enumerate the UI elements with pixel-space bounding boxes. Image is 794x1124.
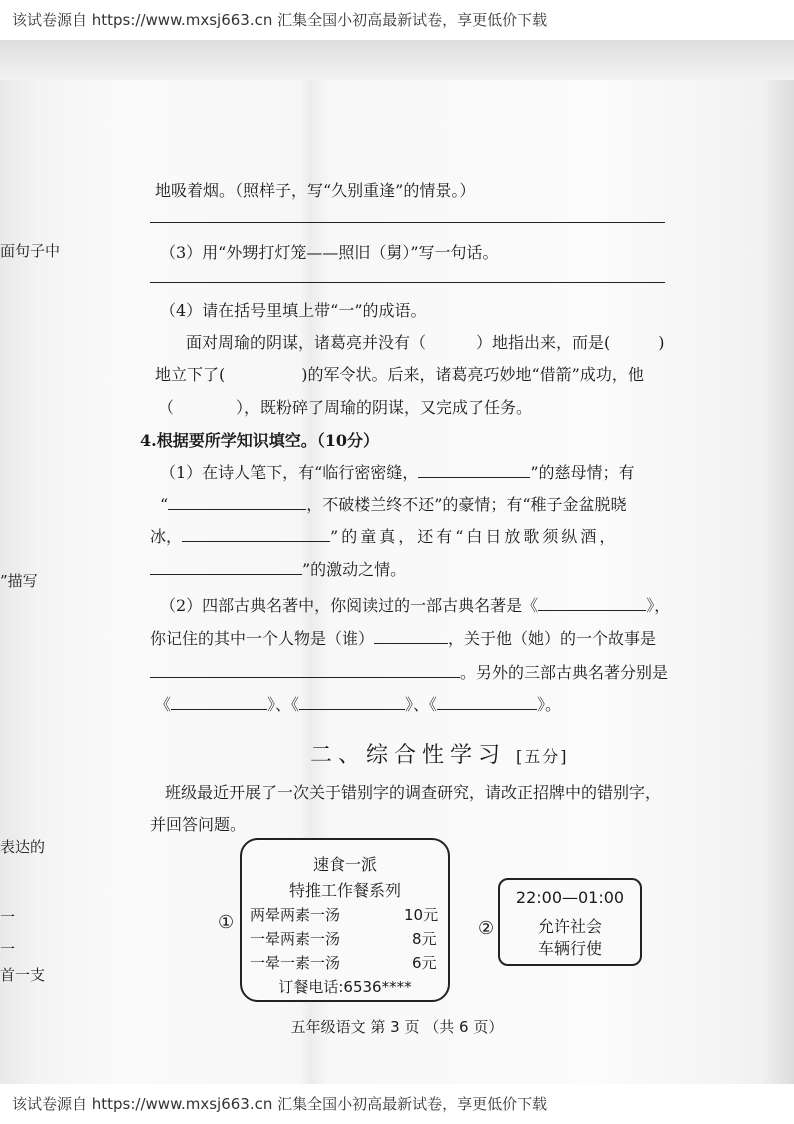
signboard-traffic: [498, 878, 642, 966]
fill-blank[interactable]: [182, 525, 330, 542]
text: （: [158, 398, 175, 417]
text: 面对周瑜的阴谋，诸葛亮并没有（: [186, 333, 427, 352]
margin-fragment: 一: [0, 940, 16, 958]
q4-s2-line: [160, 593, 670, 616]
text: 地立下了(: [155, 365, 226, 384]
sign-marker-2: ②: [478, 918, 495, 939]
paper-fold-shadow: [0, 40, 794, 80]
text: ”的慈母情；有: [530, 463, 635, 482]
section-score: [五分]: [516, 747, 569, 766]
text: 》、《: [267, 695, 300, 714]
q4-s2-line: [155, 692, 561, 715]
q4-s2-line: [150, 660, 668, 683]
text: 。另外的三部古典名著分别是: [460, 663, 669, 682]
section-intro: 班级最近开展了一次关于错别字的调查研究，请改正招牌中的错别字，: [165, 783, 662, 802]
q4-s1-line: [150, 557, 406, 580]
answer-line: [150, 282, 665, 283]
q4-s2-line: [150, 626, 656, 649]
fill-blank[interactable]: [538, 594, 646, 611]
q3-part4-text: [158, 395, 532, 418]
text: 》，: [646, 596, 671, 615]
answer-line: [150, 222, 665, 223]
sign-marker-1: ①: [218, 912, 235, 933]
menu-item-price: 6元: [412, 954, 437, 972]
sign-phone: 订餐电话:6536****: [278, 978, 412, 996]
text: )的军令状。后来，诸葛亮巧妙地“借箭”成功，他: [301, 365, 644, 384]
sign-line: 车辆行使: [537, 939, 602, 958]
section-heading: [310, 738, 569, 769]
q4-title: 4.根据要所学知识填空。（10分）: [140, 431, 379, 450]
section-intro: 并回答问题。: [150, 815, 247, 834]
text: ）地指出来，而是(: [476, 333, 611, 352]
menu-item-name: 两晕两素一汤: [250, 906, 341, 924]
q4-s1-line: [160, 460, 635, 483]
margin-fragment: 首一支: [0, 966, 46, 984]
sign-title: 速食一派: [312, 855, 377, 874]
text: 冰，: [150, 527, 183, 546]
text: 》。: [537, 695, 562, 714]
margin-fragment: 面句子中: [0, 242, 61, 260]
q3-part4: （4）请在括号里填上带“一”的成语。: [160, 301, 427, 320]
signboard-restaurant: [240, 838, 450, 1002]
sign-time: 22:00—01:00: [515, 888, 625, 907]
text: 《: [155, 695, 172, 714]
margin-fragment: 一: [0, 908, 16, 926]
fill-blank[interactable]: [299, 693, 405, 710]
menu-item-price: 10元: [404, 906, 439, 924]
text: ”的童真，还有“白日放歌须纵酒，: [330, 527, 619, 546]
q3-part4-text: [155, 362, 644, 385]
menu-item-price: 8元: [412, 930, 437, 948]
text: ，关于他（她）的一个故事是: [448, 629, 657, 648]
q3-part4-text: [186, 330, 665, 353]
q3-part3: （3）用“外甥打灯笼——照旧（舅）”写一句话。: [160, 243, 499, 262]
text: ”的激动之情。: [302, 560, 407, 579]
fill-blank[interactable]: [150, 558, 302, 575]
text: “: [160, 495, 169, 514]
fill-blank[interactable]: [168, 493, 306, 510]
sign-subtitle: 特推工作餐系列: [288, 881, 401, 900]
menu-item-name: 一晕一素一汤: [250, 954, 341, 972]
text: （2）四部古典名著中，你阅读过的一部古典名著是《: [160, 596, 539, 615]
fill-blank[interactable]: [150, 661, 460, 678]
fill-blank[interactable]: [374, 627, 448, 644]
q4-s1-line: [150, 524, 618, 547]
text: ): [658, 333, 665, 352]
fill-blank[interactable]: [437, 693, 537, 710]
margin-fragment: 表达的: [0, 838, 46, 856]
text: ），既粉碎了周瑜的阴谋，又完成了任务。: [236, 398, 533, 417]
fill-blank[interactable]: [171, 693, 267, 710]
text: 你记住的其中一个人物是（谁）: [150, 629, 375, 648]
page-footer: 五年级语文 第 3 页 （共 6 页）: [290, 1018, 504, 1036]
sign-line: 允许社会: [537, 917, 602, 936]
text: （1）在诗人笔下，有“临行密密缝，: [160, 463, 419, 482]
q3-line: 地吸着烟。（照样子，写“久别重逢”的情景。）: [155, 181, 476, 200]
margin-fragment: ”描写: [0, 572, 38, 590]
menu-item-name: 一晕两素一汤: [250, 930, 341, 948]
source-banner-top: 该试卷源自 https://www.mxsj663.cn 汇集全国小初高最新试卷，享更低价下载: [0, 0, 794, 40]
text: ，不破楼兰终不还”的豪情；有“稚子金盆脱晓: [306, 495, 627, 514]
fill-blank[interactable]: [418, 461, 530, 478]
exam-page: [0, 40, 794, 1084]
text: 》、《: [405, 695, 438, 714]
q4-s1-line: [160, 492, 627, 515]
section-title: 二、综合性学习: [310, 743, 507, 768]
source-banner-bottom: 该试卷源自 https://www.mxsj663.cn 汇集全国小初高最新试卷，享更低价下载: [0, 1084, 794, 1124]
